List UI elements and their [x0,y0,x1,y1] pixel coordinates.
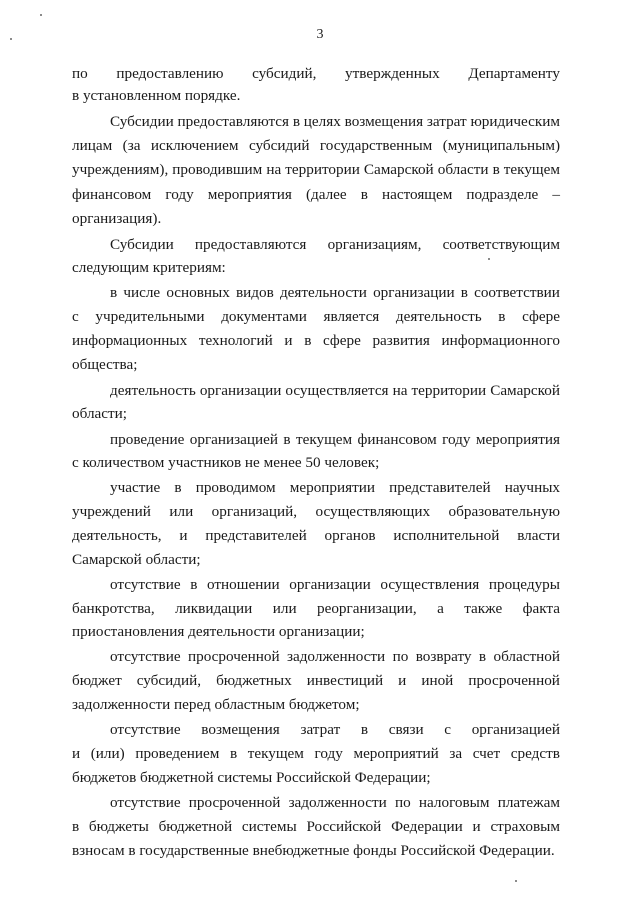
text-line: бюджет субсидий, бюджетных инвестиций и иной просроченной [72,672,560,689]
text-line: приостановления деятельности организации; [72,623,365,640]
text-line: лицам (за исключением субсидий государственным (муниципальным) [72,137,560,154]
text-line: в бюджеты бюджетной системы Российской Федерации и страховым [72,818,560,835]
text-line: взносам в государственные внебюджетные фонды Российской Федерации. [72,842,555,859]
text-line: в числе основных видов деятельности организации в соответствии [110,284,560,301]
text-line: Субсидии предоставляются в целях возмещения затрат юридическим [110,113,560,130]
text-line: и (или) проведением в текущем году мероприятий за счет средств [72,745,560,762]
text-line: Субсидии предоставляются организациям, соответствующим [110,236,560,253]
text-line: учреждений или организаций, осуществляющих образовательную [72,503,560,520]
text-line: Самарской области; [72,551,201,568]
text-line: проведение организацией в текущем финансовом году мероприятия [110,431,560,448]
text-line: по предоставлению субсидий, утвержденных Департаменту [72,65,560,82]
text-line: деятельность, и представителей органов исполнительной власти [72,527,560,544]
text-line: отсутствие просроченной задолженности по налоговым платежам [110,794,560,811]
text-line: банкротства, ликвидации или реорганизации, а также факта [72,600,560,617]
text-line: информационных технологий и в сфере развития информационного [72,332,560,349]
text-line: следующим критериям: [72,259,226,276]
text-line: учреждениям), проводившим на территории Самарской области в текущем [72,161,560,178]
text-line: общества; [72,356,138,373]
text-line: области; [72,405,127,422]
page-number: 3 [316,27,324,42]
text-line: в установленном порядке. [72,87,241,104]
text-line: финансовом году мероприятия (далее в настоящем подразделе – [72,186,560,203]
text-line: задолженности перед областным бюджетом; [72,696,360,713]
text-line: с количеством участников не менее 50 человек; [72,454,380,471]
text-line: отсутствие в отношении организации осуществления процедуры [110,576,560,593]
text-line: участие в проводимом мероприятии представителей научных [110,479,560,496]
text-line: организация). [72,210,162,227]
text-line: бюджетов бюджетной системы Российской Федерации; [72,769,431,786]
scan-speck [488,258,490,260]
scan-speck [10,38,12,40]
text-line: деятельность организации осуществляется на территории Самарской [110,382,560,399]
text-line: отсутствие просроченной задолженности по возврату в областной [110,648,560,665]
scan-speck [40,14,42,16]
text-line: отсутствие возмещения затрат в связи с организацией [110,721,560,738]
scan-speck [515,880,517,882]
text-line: с учредительными документами является деятельность в сфере [72,308,560,325]
